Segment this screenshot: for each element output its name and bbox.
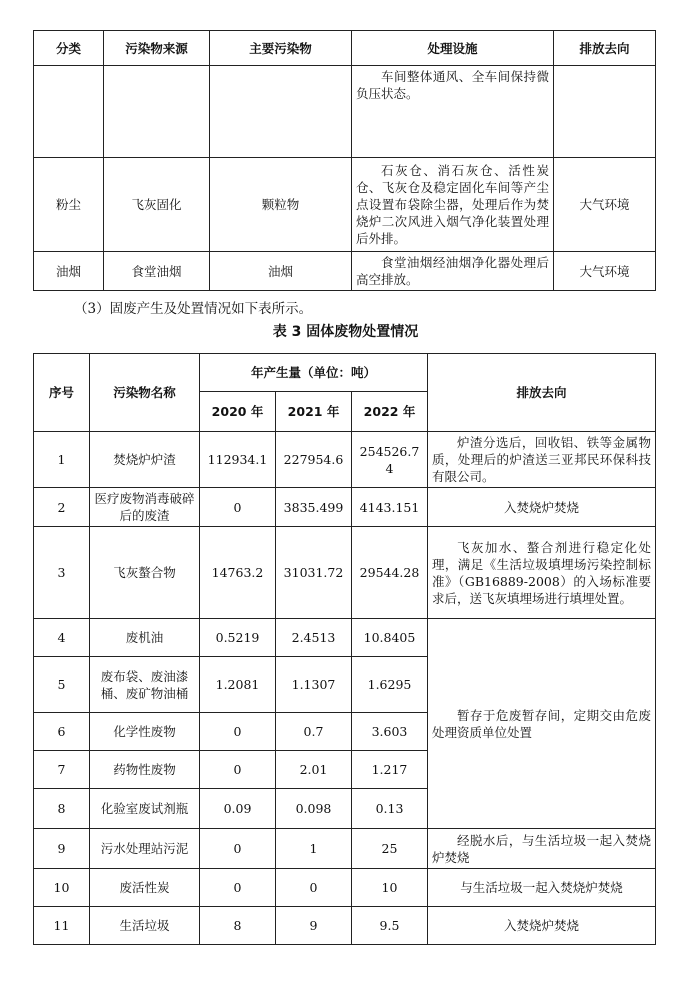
cell-2022: 254526.74 xyxy=(352,432,428,488)
cell-2021: 227954.6 xyxy=(276,432,352,488)
cell-2022: 1.217 xyxy=(352,751,428,789)
table-row xyxy=(34,907,656,945)
cell-source: 飞灰固化 xyxy=(104,158,210,252)
table-title: 表 3 固体废物处置情况 xyxy=(272,324,419,340)
cell-discharge: 入焚烧炉焚烧 xyxy=(428,907,656,945)
table-row xyxy=(34,488,656,527)
table-row xyxy=(34,619,656,657)
cell-index: 2 xyxy=(34,488,90,527)
cell-index: 8 xyxy=(34,789,90,829)
cell-2021: 2.01 xyxy=(276,751,352,789)
cell-index: 5 xyxy=(34,657,90,713)
cell-2020: 1.2081 xyxy=(200,657,276,713)
cell-source xyxy=(104,66,210,158)
cell-2022: 25 xyxy=(352,829,428,869)
cell-discharge: 飞灰加水、螯合剂进行稳定化处理，满足《生活垃圾填埋场污染控制标准》（GB16889-2008）的入场标准要求后，送飞灰填埋场进行填埋处置。 xyxy=(428,527,656,619)
cell-index: 3 xyxy=(34,527,90,619)
solid-waste-table xyxy=(33,353,656,945)
emissions-table xyxy=(33,30,656,291)
cell-pollutant xyxy=(210,66,352,158)
cell-name: 药物性废物 xyxy=(90,751,200,789)
header-index: 序号 xyxy=(34,354,90,432)
cell-2021: 0 xyxy=(276,869,352,907)
cell-2020: 0 xyxy=(200,751,276,789)
table-row xyxy=(34,432,656,488)
header-name: 污染物名称 xyxy=(90,354,200,432)
header-pollutant: 主要污染物 xyxy=(210,31,352,66)
cell-2022: 10 xyxy=(352,869,428,907)
cell-2020: 0 xyxy=(200,829,276,869)
cell-index: 9 xyxy=(34,829,90,869)
cell-discharge xyxy=(554,66,656,158)
table-row xyxy=(34,158,656,252)
cell-name: 医疗废物消毒破碎后的废渣 xyxy=(90,488,200,527)
cell-category xyxy=(34,66,104,158)
cell-discharge: 大气环境 xyxy=(554,252,656,291)
cell-name: 化学性废物 xyxy=(90,713,200,751)
cell-2021: 1.1307 xyxy=(276,657,352,713)
cell-index: 10 xyxy=(34,869,90,907)
cell-2020: 14763.2 xyxy=(200,527,276,619)
cell-discharge: 经脱水后，与生活垃圾一起入焚烧炉焚烧 xyxy=(428,829,656,869)
cell-hazardous-discharge: 暂存于危废暂存间，定期交由危废处理资质单位处置 xyxy=(428,619,656,829)
cell-2020: 0 xyxy=(200,488,276,527)
cell-2021: 3835.499 xyxy=(276,488,352,527)
cell-facility: 食堂油烟经油烟净化器处理后高空排放。 xyxy=(352,252,554,291)
cell-index: 7 xyxy=(34,751,90,789)
table-row xyxy=(34,829,656,869)
cell-name: 废机油 xyxy=(90,619,200,657)
solid-waste-note: （3）固废产生及处置情况如下表所示。 xyxy=(74,301,313,317)
cell-2022: 9.5 xyxy=(352,907,428,945)
cell-2022: 10.8405 xyxy=(352,619,428,657)
table-row xyxy=(34,252,656,291)
header-discharge: 排放去向 xyxy=(554,31,656,66)
cell-name: 污水处理站污泥 xyxy=(90,829,200,869)
cell-discharge: 炉渣分选后，回收铝、铁等金属物质，处理后的炉渣送三亚邦民环保科技有限公司。 xyxy=(428,432,656,488)
cell-2020: 8 xyxy=(200,907,276,945)
cell-2021: 9 xyxy=(276,907,352,945)
table-header-row xyxy=(34,354,656,392)
cell-name: 焚烧炉炉渣 xyxy=(90,432,200,488)
cell-2021: 2.4513 xyxy=(276,619,352,657)
cell-2021: 0.7 xyxy=(276,713,352,751)
cell-name: 废布袋、废油漆桶、废矿物油桶 xyxy=(90,657,200,713)
cell-index: 1 xyxy=(34,432,90,488)
cell-name: 废活性炭 xyxy=(90,869,200,907)
cell-category: 粉尘 xyxy=(34,158,104,252)
cell-name: 生活垃圾 xyxy=(90,907,200,945)
cell-pollutant: 颗粒物 xyxy=(210,158,352,252)
cell-index: 11 xyxy=(34,907,90,945)
cell-2021: 31031.72 xyxy=(276,527,352,619)
table-row xyxy=(34,66,656,158)
cell-2022: 29544.28 xyxy=(352,527,428,619)
cell-2020: 112934.1 xyxy=(200,432,276,488)
cell-2022: 4143.151 xyxy=(352,488,428,527)
cell-facility: 车间整体通风、全车间保持微负压状态。 xyxy=(352,66,554,158)
table-row xyxy=(34,869,656,907)
cell-facility: 石灰仓、消石灰仓、活性炭仓、飞灰仓及稳定固化车间等产尘点设置布袋除尘器，处理后作为焚烧炉二次风进入烟气净化装置处理后外排。 xyxy=(352,158,554,252)
cell-index: 4 xyxy=(34,619,90,657)
cell-2022: 1.6295 xyxy=(352,657,428,713)
cell-2020: 0 xyxy=(200,869,276,907)
table-row xyxy=(34,527,656,619)
header-category: 分类 xyxy=(34,31,104,66)
header-source: 污染物来源 xyxy=(104,31,210,66)
cell-2020: 0.5219 xyxy=(200,619,276,657)
cell-name: 化验室废试剂瓶 xyxy=(90,789,200,829)
header-facility: 处理设施 xyxy=(352,31,554,66)
cell-discharge: 与生活垃圾一起入焚烧炉焚烧 xyxy=(428,869,656,907)
cell-2020: 0 xyxy=(200,713,276,751)
header-annual: 年产生量（单位：吨） xyxy=(200,354,428,392)
cell-index: 6 xyxy=(34,713,90,751)
cell-discharge: 入焚烧炉焚烧 xyxy=(428,488,656,527)
header-discharge: 排放去向 xyxy=(428,354,656,432)
cell-name: 飞灰螯合物 xyxy=(90,527,200,619)
cell-2021: 1 xyxy=(276,829,352,869)
cell-2022: 3.603 xyxy=(352,713,428,751)
cell-category: 油烟 xyxy=(34,252,104,291)
cell-2021: 0.098 xyxy=(276,789,352,829)
cell-pollutant: 油烟 xyxy=(210,252,352,291)
cell-2020: 0.09 xyxy=(200,789,276,829)
table-header-row xyxy=(34,31,656,66)
header-2021: 2021 年 xyxy=(276,392,352,432)
header-2022: 2022 年 xyxy=(352,392,428,432)
cell-2022: 0.13 xyxy=(352,789,428,829)
cell-source: 食堂油烟 xyxy=(104,252,210,291)
header-2020: 2020 年 xyxy=(200,392,276,432)
cell-discharge: 大气环境 xyxy=(554,158,656,252)
